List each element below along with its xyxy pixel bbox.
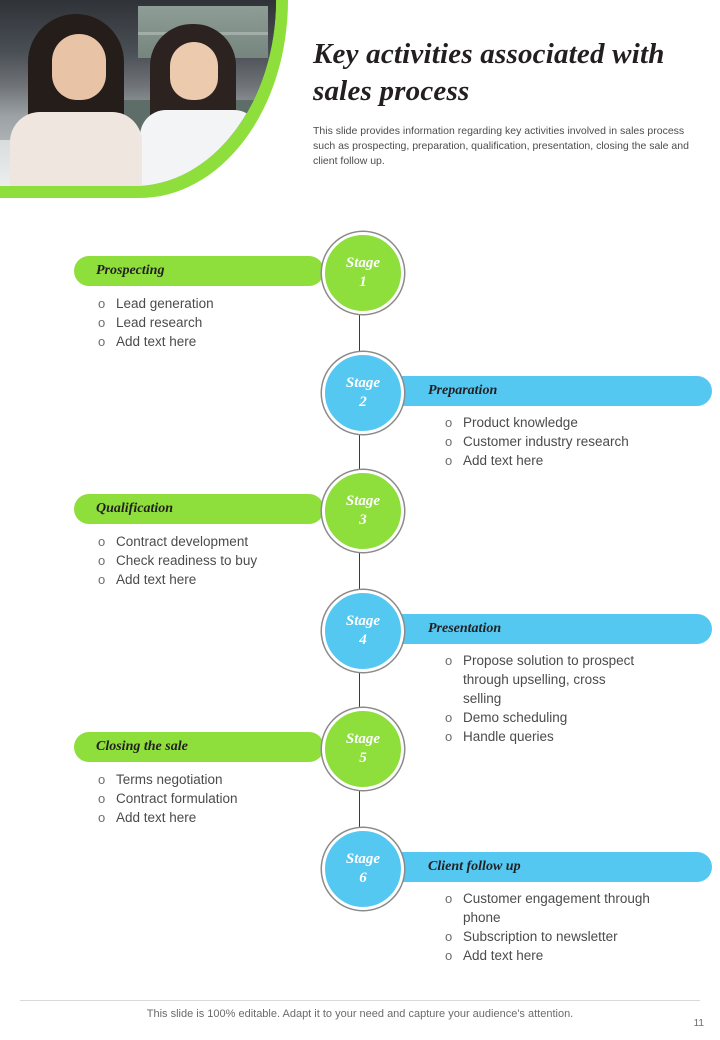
stage-label: Presentation <box>428 621 502 636</box>
bullet-text: Lead research <box>116 315 203 330</box>
bullet-marker-icon: o <box>98 810 106 825</box>
photo-person-two-face <box>170 42 218 100</box>
list-item <box>443 708 647 727</box>
list-item <box>96 570 322 589</box>
list-item <box>96 808 322 827</box>
bullet-marker-icon: o <box>445 710 453 725</box>
list-item <box>443 413 673 432</box>
stage-label: Client follow up <box>428 859 521 874</box>
bullet-marker-icon: o <box>98 534 106 549</box>
photo-image <box>0 0 276 186</box>
stage-bullets-1 <box>96 294 308 351</box>
bullet-marker-icon: o <box>98 553 106 568</box>
stage-label: Qualification <box>96 501 174 516</box>
footer-note: This slide is 100% editable. Adapt it to your need and capture your audience's attention. <box>146 1008 574 1020</box>
list-item <box>443 889 665 927</box>
list-item <box>443 946 665 965</box>
stage-number: 4 <box>359 632 367 648</box>
bullet-marker-icon: o <box>445 929 453 944</box>
list-item <box>96 294 308 313</box>
bullet-marker-icon: o <box>445 653 453 668</box>
list-item <box>443 727 647 746</box>
bullet-text: Add text here <box>116 334 197 349</box>
photo-person-two-body <box>140 110 260 186</box>
page-subtitle: This slide provides information regarding key activities involved in sales process such as prospecting, preparation, qualification, presentation, closing the sale and client follow up. <box>313 125 689 167</box>
stage-band-preparation[interactable] <box>362 376 712 406</box>
list-item <box>96 770 322 789</box>
page-title: Key activities associated with sales process <box>313 38 665 107</box>
stage-number: 3 <box>359 512 367 528</box>
bullet-text: Contract formulation <box>116 791 238 806</box>
bullet-text: Propose solution to prospect through upselling, cross selling <box>463 653 635 706</box>
stage-band-client-follow-up[interactable] <box>362 852 712 882</box>
stage-number: 2 <box>359 394 367 410</box>
bullet-marker-icon: o <box>98 772 106 787</box>
stage-band-presentation[interactable] <box>362 614 712 644</box>
stage-band-qualification[interactable] <box>74 494 324 524</box>
bullet-marker-icon: o <box>98 296 106 311</box>
stage-band-closing-the-sale[interactable] <box>74 732 324 762</box>
stage-label: Preparation <box>428 383 498 398</box>
stage-word: Stage <box>345 255 381 271</box>
stage-word: Stage <box>345 851 381 867</box>
stage-band-prospecting[interactable] <box>74 256 324 286</box>
stage-word: Stage <box>345 375 381 391</box>
stage-circle-4[interactable] <box>322 590 404 672</box>
page-number: 11 <box>693 1018 704 1029</box>
bullet-text: Customer engagement through phone <box>463 891 650 925</box>
list-item <box>96 551 322 570</box>
bullet-text: Add text here <box>463 948 544 963</box>
bullet-marker-icon: o <box>98 315 106 330</box>
stage-number: 1 <box>359 274 367 290</box>
bullet-text: Add text here <box>463 453 544 468</box>
list-item <box>443 432 673 451</box>
bullet-marker-icon: o <box>98 572 106 587</box>
footer-divider <box>20 1000 700 1001</box>
stage-bullets-3 <box>96 532 322 589</box>
stages-timeline <box>0 200 720 1000</box>
slide-header <box>0 0 720 200</box>
bullet-text: Demo scheduling <box>463 710 568 725</box>
stage-word: Stage <box>345 493 381 509</box>
bullet-text: Terms negotiation <box>116 772 223 787</box>
stage-bullets-4 <box>443 651 647 746</box>
stage-bullets-6 <box>443 889 665 965</box>
bullet-marker-icon: o <box>445 948 453 963</box>
header-photo <box>0 0 296 200</box>
list-item <box>96 332 308 351</box>
list-item <box>443 451 673 470</box>
stage-bullets-5 <box>96 770 322 827</box>
stage-circle-6[interactable] <box>322 828 404 910</box>
stage-circle-1[interactable] <box>322 232 404 314</box>
bullet-text: Contract development <box>116 534 249 549</box>
stage-label: Closing the sale <box>96 739 188 754</box>
stage-bullets-2 <box>443 413 673 470</box>
stage-label: Prospecting <box>96 263 165 278</box>
bullet-marker-icon: o <box>445 434 453 449</box>
bullet-text: Product knowledge <box>463 415 578 430</box>
list-item <box>443 651 647 708</box>
photo-person-one-body <box>10 112 142 186</box>
photo-person-one-face <box>52 34 106 100</box>
bullet-marker-icon: o <box>445 415 453 430</box>
stage-word: Stage <box>345 731 381 747</box>
list-item <box>96 313 308 332</box>
list-item <box>96 532 322 551</box>
bullet-text: Add text here <box>116 810 197 825</box>
bullet-marker-icon: o <box>98 334 106 349</box>
bullet-text: Handle queries <box>463 729 554 744</box>
bullet-marker-icon: o <box>445 453 453 468</box>
list-item <box>443 927 665 946</box>
bullet-text: Subscription to newsletter <box>463 929 618 944</box>
bullet-marker-icon: o <box>98 791 106 806</box>
stage-circle-2[interactable] <box>322 352 404 434</box>
stage-word: Stage <box>345 613 381 629</box>
bullet-marker-icon: o <box>445 729 453 744</box>
stage-circle-3[interactable] <box>322 470 404 552</box>
stage-number: 5 <box>359 750 367 766</box>
list-item <box>96 789 322 808</box>
bullet-text: Customer industry research <box>463 434 629 449</box>
bullet-marker-icon: o <box>445 891 453 906</box>
stage-number: 6 <box>359 870 367 886</box>
bullet-text: Lead generation <box>116 296 214 311</box>
bullet-text: Check readiness to buy <box>116 553 258 568</box>
stage-circle-5[interactable] <box>322 708 404 790</box>
bullet-text: Add text here <box>116 572 197 587</box>
